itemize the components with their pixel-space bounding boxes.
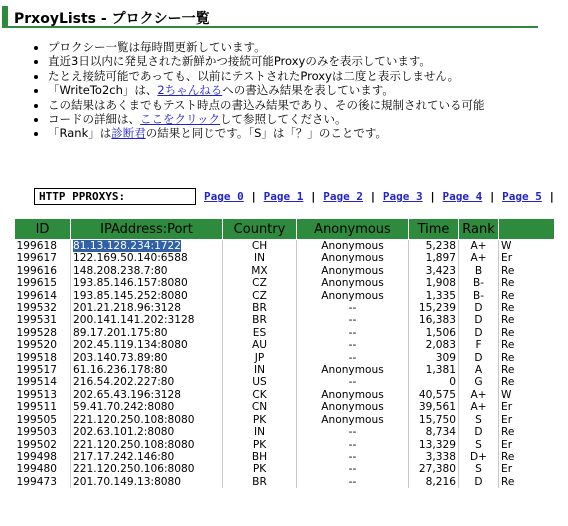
note-item: • たとえ接続可能であっても、以前にテストされたProxyは二度と表示しません。: [48, 69, 568, 83]
col-country-cell: US: [223, 376, 297, 388]
col-rank-cell: B-: [459, 277, 499, 289]
col-extra-cell: W: [499, 240, 555, 253]
col-ip-port-cell[interactable]: 148.208.238.7:80: [71, 265, 223, 277]
col-country-cell: BR: [223, 302, 297, 314]
col-time-cell: 1,506: [409, 327, 459, 339]
col-country-cell: BR: [223, 476, 297, 488]
col-ip-port-cell[interactable]: 201.70.149.13:8080: [71, 476, 223, 488]
table-row[interactable]: [15, 277, 555, 289]
col-country-cell: IN: [223, 364, 297, 376]
col-ip-port-cell[interactable]: 122.169.50.140:6588: [71, 252, 223, 264]
note-item: • 「Rank」は診断君の結果と同じです。「S」は「？」のことです。: [48, 126, 568, 140]
table-row[interactable]: [15, 364, 555, 376]
table-row[interactable]: [15, 314, 555, 326]
table-row[interactable]: [15, 327, 555, 339]
note-item: • コードの詳細は、ここをクリックして参照してください。: [48, 112, 568, 126]
col-anonymous-cell: Anonymous: [297, 414, 409, 426]
col-id-cell: 199511: [16, 401, 57, 414]
col-country-cell: PK: [223, 414, 297, 426]
col-ip-port-cell[interactable]: 61.16.236.178:80: [71, 364, 223, 376]
note-item: • この結果はあくまでもテスト時点の書込み結果であり、その後に規制されている可能: [48, 98, 568, 112]
col-id-cell: 199518: [16, 351, 57, 364]
col-country-cell: MX: [223, 265, 297, 277]
col-anonymous-cell: --: [297, 314, 409, 326]
col-ip-port-cell[interactable]: [71, 240, 223, 253]
col-id-cell: 199513: [16, 388, 57, 401]
col-extra-cell: Re: [499, 302, 555, 314]
col-time-cell: 15,750: [409, 414, 459, 426]
note-item: • 「WriteTo2ch」は、2ちゃんねるへの書込み結果を表しています。: [48, 83, 568, 97]
table-body: [15, 240, 555, 489]
col-country-cell: AU: [223, 339, 297, 351]
col-time-cell: 5,238: [409, 240, 459, 253]
col-anonymous-cell: Anonymous: [297, 240, 409, 253]
page-links: Page 0 | Page 1 | Page 2 | Page 3 | Page 4 | Page 5 |: [204, 190, 556, 203]
col-country-cell: CH: [223, 240, 297, 253]
col-extra-cell: Re: [499, 476, 555, 488]
table-row[interactable]: [15, 451, 555, 463]
col-country-cell: CK: [223, 389, 297, 401]
col-id-header[interactable]: ID: [15, 219, 71, 240]
col-country-cell: ES: [223, 327, 297, 339]
col-rank-cell: B-: [459, 290, 499, 302]
col-ip-port-header[interactable]: IPAddress:Port: [71, 219, 223, 240]
col-extra-cell: Re: [499, 265, 555, 277]
col-anonymous-cell: Anonymous: [297, 265, 409, 277]
table-row[interactable]: [15, 463, 555, 475]
table-row[interactable]: [15, 414, 555, 426]
col-extra-cell: Er: [499, 252, 555, 264]
table-header-row: [15, 219, 555, 240]
col-anonymous-cell: --: [297, 476, 409, 488]
col-id-cell: 199480: [16, 463, 57, 476]
col-country-cell: IN: [223, 252, 297, 264]
col-extra-cell: W: [499, 389, 555, 401]
col-country-header[interactable]: Country: [223, 219, 297, 240]
note-item: • 直近3日以内に発見された新鮮かつ接続可能Proxyのみを表示しています。: [48, 54, 568, 68]
col-anonymous-header[interactable]: Anonymous: [297, 219, 409, 240]
col-id-cell: 199520: [16, 339, 57, 352]
col-rank-cell: D+: [459, 451, 499, 463]
col-id-cell: 199528: [16, 326, 57, 339]
col-anonymous-cell: --: [297, 463, 409, 475]
col-rank-cell: A+: [459, 389, 499, 401]
col-time-cell: 1,908: [409, 277, 459, 289]
col-extra-cell: Re: [499, 451, 555, 463]
col-id-cell: 199531: [16, 314, 57, 327]
col-time-cell: 39,561: [409, 401, 459, 413]
col-time-header[interactable]: Time: [409, 219, 459, 240]
page-link[interactable]: Page 1: [263, 190, 304, 203]
col-country-cell: BR: [223, 314, 297, 326]
col-id-cell: 199617: [16, 252, 57, 265]
col-id-cell: 199503: [16, 426, 57, 439]
col-rank-cell: S: [459, 414, 499, 426]
col-rank-cell: D: [459, 426, 499, 438]
col-ip-port-cell[interactable]: 217.17.242.146:80: [71, 451, 223, 463]
col-ip-port-cell[interactable]: 201.21.218.96:3128: [71, 302, 223, 314]
col-anonymous-cell: Anonymous: [297, 252, 409, 264]
col-ip-port-cell[interactable]: 221.120.250.106:8080: [71, 463, 223, 475]
col-anonymous-cell: Anonymous: [297, 401, 409, 413]
col-id-cell: 199498: [16, 450, 57, 463]
col-country-cell: IN: [223, 426, 297, 438]
info-notes-list: [34, 40, 568, 141]
page-link[interactable]: Page 2: [323, 190, 363, 203]
col-rank-cell: A: [459, 364, 499, 376]
col-ip-port-cell[interactable]: 200.141.141.202:3128: [71, 314, 223, 326]
col-id-cell: 199532: [16, 302, 57, 315]
table-row[interactable]: [15, 476, 555, 488]
col-time-cell: 1,335: [409, 290, 459, 302]
col-anonymous-cell: --: [297, 426, 409, 438]
page-link[interactable]: Page 3: [382, 190, 423, 203]
table-row[interactable]: [15, 302, 555, 314]
col-time-cell: 309: [409, 352, 459, 364]
col-anonymous-cell: --: [297, 439, 409, 451]
col-extra-cell: Er: [499, 401, 555, 413]
col-rank-cell: F: [459, 339, 499, 351]
col-rank-cell: S: [459, 439, 499, 451]
col-ip-port-cell[interactable]: 221.120.250.108:8080: [71, 414, 223, 426]
col-extra-cell: Er: [499, 463, 555, 475]
col-id-cell: 199615: [16, 277, 57, 290]
col-ip-port-cell[interactable]: 202.65.43.196:3128: [71, 389, 223, 401]
col-anonymous-cell: Anonymous: [297, 290, 409, 302]
col-ip-port-cell[interactable]: 193.85.145.252:8080: [71, 290, 223, 302]
col-id-cell: 199616: [16, 264, 57, 277]
col-extra-header[interactable]: [499, 219, 555, 240]
table-row[interactable]: [15, 376, 555, 388]
col-anonymous-cell: --: [297, 339, 409, 351]
col-id-cell: 199618: [16, 240, 57, 252]
col-id-cell: 199614: [16, 289, 57, 302]
col-country-cell: PK: [223, 439, 297, 451]
col-time-cell: 2,083: [409, 339, 459, 351]
col-anonymous-cell: --: [297, 302, 409, 314]
col-anonymous-cell: Anonymous: [297, 389, 409, 401]
col-time-cell: 8,734: [409, 426, 459, 438]
col-country-cell: PK: [223, 463, 297, 475]
col-extra-cell: Re: [499, 314, 555, 326]
table-row[interactable]: [15, 401, 555, 413]
col-rank-cell: D: [459, 302, 499, 314]
page-link[interactable]: Page 4: [442, 190, 483, 203]
col-time-cell: 1,381: [409, 364, 459, 376]
col-extra-cell: Re: [499, 290, 555, 302]
col-ip-port-cell[interactable]: 193.85.146.157:8080: [71, 277, 223, 289]
col-extra-cell: Re: [499, 426, 555, 438]
table-row[interactable]: [15, 339, 555, 351]
col-rank-cell: A+: [459, 252, 499, 264]
pager-bar: [34, 188, 554, 205]
note-link[interactable]: 診断君: [111, 126, 146, 141]
col-id-cell: 199514: [16, 376, 57, 389]
col-id-cell: 199517: [16, 364, 57, 377]
col-id-cell: 199473: [16, 475, 57, 488]
selected-ip-text[interactable]: 81.13.128.234:1722: [73, 240, 182, 252]
col-anonymous-cell: Anonymous: [297, 364, 409, 376]
table-row[interactable]: [15, 240, 555, 253]
note-link[interactable]: ここをクリック: [140, 112, 221, 127]
col-ip-port-cell[interactable]: 221.120.250.108:8080: [71, 439, 223, 451]
col-anonymous-cell: --: [297, 327, 409, 339]
page-title-bar: [2, 6, 538, 28]
col-time-cell: 40,575: [409, 389, 459, 401]
table-row[interactable]: [15, 252, 555, 264]
col-id-cell: 199502: [16, 438, 57, 451]
col-extra-cell: Er: [499, 439, 555, 451]
col-id-cell: 199505: [16, 413, 57, 426]
page-link[interactable]: Page 5: [502, 190, 542, 203]
proxy-table: [14, 218, 555, 488]
pager-label: HTTP PPROXYS:: [34, 188, 196, 205]
col-time-cell: 1,897: [409, 252, 459, 264]
col-ip-port-cell[interactable]: 59.41.70.242:8080: [71, 401, 223, 413]
col-time-cell: 8,216: [409, 476, 459, 488]
col-extra-cell: Re: [499, 339, 555, 351]
table-row[interactable]: [15, 352, 555, 364]
col-ip-port-cell[interactable]: 203.140.73.89:80: [71, 352, 223, 364]
col-time-cell: 15,239: [409, 302, 459, 314]
col-ip-port-cell[interactable]: 216.54.202.227:80: [71, 376, 223, 388]
col-country-cell: CN: [223, 401, 297, 413]
table-row[interactable]: [15, 265, 555, 277]
col-extra-cell: Re: [499, 376, 555, 388]
col-country-cell: JP: [223, 352, 297, 364]
note-link[interactable]: 2ちゃんねる: [157, 83, 223, 98]
col-rank-cell: S: [459, 463, 499, 475]
col-anonymous-cell: --: [297, 376, 409, 388]
col-rank-cell: D: [459, 476, 499, 488]
col-country-cell: BH: [223, 451, 297, 463]
col-extra-cell: Re: [499, 364, 555, 376]
col-time-cell: 0: [409, 376, 459, 388]
col-rank-cell: A+: [459, 401, 499, 413]
col-rank-cell: D: [459, 314, 499, 326]
col-country-cell: CZ: [223, 290, 297, 302]
col-rank-cell: D: [459, 352, 499, 364]
col-rank-cell: G: [459, 376, 499, 388]
note-item: • プロクシー一覧は毎時間更新しています。: [48, 40, 568, 54]
col-ip-port-cell[interactable]: 202.45.119.134:8080: [71, 339, 223, 351]
col-extra-cell: Re: [499, 327, 555, 339]
table-row[interactable]: [15, 389, 555, 401]
col-rank-header[interactable]: Rank: [459, 219, 499, 240]
col-anonymous-cell: Anonymous: [297, 277, 409, 289]
col-extra-cell: Re: [499, 352, 555, 364]
col-rank-cell: B: [459, 265, 499, 277]
col-time-cell: 27,380: [409, 463, 459, 475]
col-anonymous-cell: --: [297, 352, 409, 364]
col-rank-cell: D: [459, 327, 499, 339]
col-ip-port-cell[interactable]: 89.17.201.175:80: [71, 327, 223, 339]
col-time-cell: 3,338: [409, 451, 459, 463]
page-title: PrxoyLists - プロクシー一覧: [14, 11, 210, 27]
col-time-cell: 16,383: [409, 314, 459, 326]
col-time-cell: 13,329: [409, 439, 459, 451]
table-row[interactable]: [15, 426, 555, 438]
col-rank-cell: A+: [459, 240, 499, 253]
table-row[interactable]: [15, 290, 555, 302]
page-link[interactable]: Page 0: [204, 190, 244, 203]
col-ip-port-cell[interactable]: 202.63.101.2:8080: [71, 426, 223, 438]
col-extra-cell: Er: [499, 414, 555, 426]
col-anonymous-cell: --: [297, 451, 409, 463]
col-extra-cell: Re: [499, 277, 555, 289]
col-time-cell: 3,423: [409, 265, 459, 277]
table-row[interactable]: [15, 439, 555, 451]
col-country-cell: CZ: [223, 277, 297, 289]
